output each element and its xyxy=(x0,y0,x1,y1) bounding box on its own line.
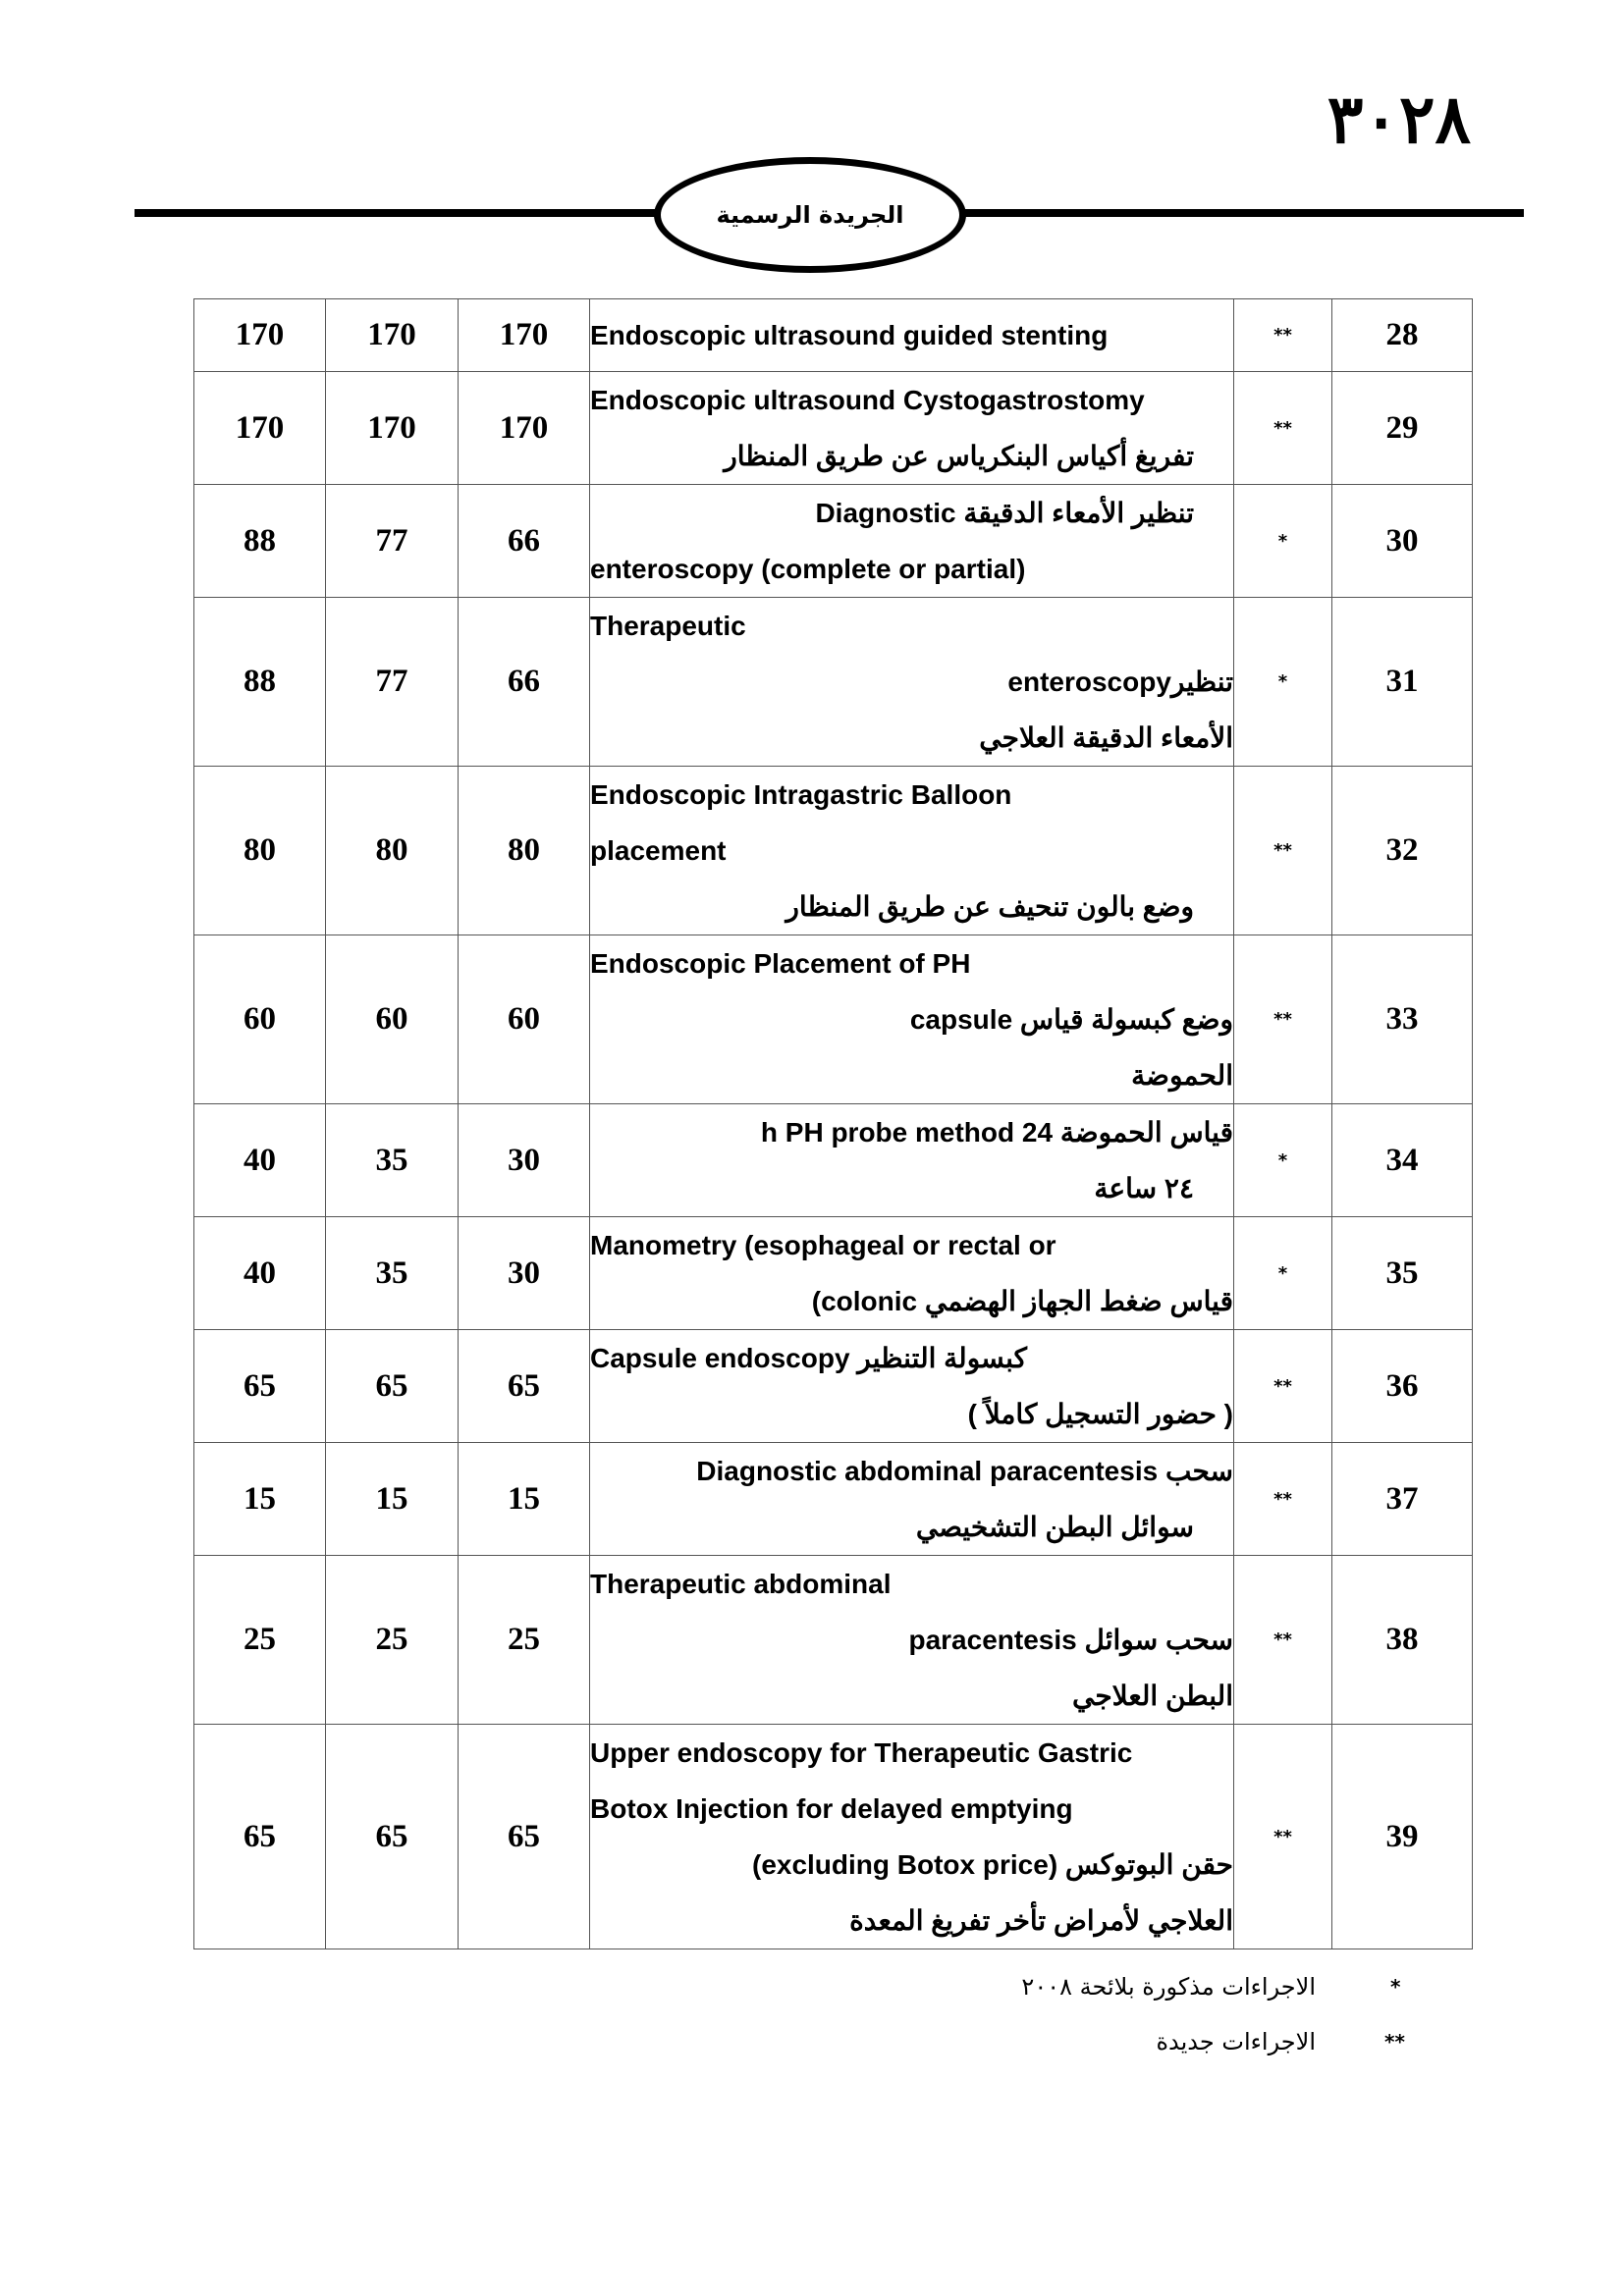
status-mark: ** xyxy=(1234,935,1332,1104)
fee-cell-2: 60 xyxy=(326,935,459,1104)
status-mark: ** xyxy=(1234,1556,1332,1725)
fee-cell-2: 80 xyxy=(326,767,459,935)
row-number: 38 xyxy=(1332,1556,1473,1725)
fee-cell-3: 30 xyxy=(459,1217,590,1330)
fee-cell-3: 170 xyxy=(459,372,590,485)
row-number: 33 xyxy=(1332,935,1473,1104)
table-row xyxy=(194,299,1473,372)
description-line: Endoscopic ultrasound guided stenting xyxy=(590,320,1109,350)
fee-cell-3: 60 xyxy=(459,935,590,1104)
row-number: 29 xyxy=(1332,372,1473,485)
status-mark: ** xyxy=(1234,1330,1332,1443)
description-line: تنظير الأمعاء الدقيقة Diagnostic xyxy=(815,498,1194,528)
status-mark: ** xyxy=(1234,767,1332,935)
procedure-description xyxy=(590,485,1234,598)
description-line: الأمعاء الدقيقة العلاجي xyxy=(979,722,1233,753)
fee-cell-1: 60 xyxy=(194,935,326,1104)
table-row xyxy=(194,1443,1473,1556)
description-line: Botox Injection for delayed emptying xyxy=(590,1793,1073,1824)
table-row xyxy=(194,1330,1473,1443)
procedure-description xyxy=(590,1556,1234,1725)
fee-cell-3: 65 xyxy=(459,1330,590,1443)
fee-cell-3: 66 xyxy=(459,598,590,767)
fee-cell-2: 77 xyxy=(326,485,459,598)
description-line: Manometry (esophageal or rectal or xyxy=(590,1230,1056,1260)
description-line: enteroscopy (complete or partial) xyxy=(590,554,1026,584)
fee-cell-1: 40 xyxy=(194,1104,326,1217)
description-line: البطن العلاجي xyxy=(1072,1681,1233,1711)
fee-cell-1: 170 xyxy=(194,299,326,372)
fee-cell-1: 88 xyxy=(194,598,326,767)
description-line: Capsule endoscopy كبسولة التنظير xyxy=(590,1343,1027,1373)
fee-cell-2: 77 xyxy=(326,598,459,767)
status-mark: * xyxy=(1234,485,1332,598)
status-mark: * xyxy=(1234,598,1332,767)
fee-cell-1: 40 xyxy=(194,1217,326,1330)
description-line: ( حضور التسجيل كاملاً ) xyxy=(967,1399,1233,1429)
fee-cell-1: 65 xyxy=(194,1330,326,1443)
description-line: Therapeutic xyxy=(590,611,746,641)
footnote-mark: * xyxy=(1390,1975,1401,1999)
procedure-description xyxy=(590,1330,1234,1443)
header-rule-right xyxy=(960,209,1524,217)
procedure-description xyxy=(590,1725,1234,1949)
status-mark: * xyxy=(1234,1104,1332,1217)
fee-cell-2: 35 xyxy=(326,1104,459,1217)
publication-title: الجريدة الرسمية xyxy=(716,201,904,229)
description-line: قياس ضغط الجهاز الهضمي colonic) xyxy=(811,1286,1233,1316)
row-number: 34 xyxy=(1332,1104,1473,1217)
publication-badge xyxy=(654,157,966,273)
fee-cell-3: 65 xyxy=(459,1725,590,1949)
description-line: سوائل البطن التشخيصي xyxy=(915,1512,1194,1542)
fee-cell-3: 30 xyxy=(459,1104,590,1217)
fee-table-body xyxy=(194,299,1473,1949)
description-line: العلاجي لأمراض تأخر تفريغ المعدة xyxy=(849,1905,1233,1936)
table-row xyxy=(194,767,1473,935)
row-number: 32 xyxy=(1332,767,1473,935)
description-line: Endoscopic Intragastric Balloon xyxy=(590,779,1012,810)
procedure-description xyxy=(590,372,1234,485)
fee-cell-2: 35 xyxy=(326,1217,459,1330)
description-line: سحب Diagnostic abdominal paracentesis xyxy=(696,1456,1233,1486)
table-row xyxy=(194,1217,1473,1330)
description-line: وضع بالون تنحيف عن طريق المنظار xyxy=(785,891,1194,922)
description-line: سحب سوائل paracentesis xyxy=(908,1625,1233,1655)
fee-cell-3: 25 xyxy=(459,1556,590,1725)
footnote-mark: ** xyxy=(1384,2030,1405,2054)
description-line: ٢٤ ساعة xyxy=(1094,1173,1194,1203)
fee-cell-1: 170 xyxy=(194,372,326,485)
row-number: 36 xyxy=(1332,1330,1473,1443)
row-number: 30 xyxy=(1332,485,1473,598)
description-line: وضع كبسولة قياس capsule xyxy=(909,1004,1233,1035)
description-line: قياس الحموضة 24 h PH probe method xyxy=(760,1117,1233,1148)
description-line: الحموضة xyxy=(1131,1060,1233,1091)
fee-cell-1: 88 xyxy=(194,485,326,598)
table-row xyxy=(194,1556,1473,1725)
fee-cell-2: 170 xyxy=(326,372,459,485)
procedure-fee-table xyxy=(193,298,1473,1949)
fee-cell-3: 15 xyxy=(459,1443,590,1556)
fee-cell-1: 65 xyxy=(194,1725,326,1949)
fee-cell-1: 80 xyxy=(194,767,326,935)
row-number: 35 xyxy=(1332,1217,1473,1330)
fee-cell-2: 15 xyxy=(326,1443,459,1556)
description-line: Therapeutic abdominal xyxy=(590,1569,892,1599)
fee-cell-3: 66 xyxy=(459,485,590,598)
table-row xyxy=(194,372,1473,485)
procedure-description xyxy=(590,598,1234,767)
procedure-description xyxy=(590,767,1234,935)
table-row xyxy=(194,598,1473,767)
table-row xyxy=(194,485,1473,598)
description-line: تنظيرenteroscopy xyxy=(1007,667,1233,697)
fee-cell-2: 65 xyxy=(326,1330,459,1443)
description-line: Endoscopic Placement of PH xyxy=(590,948,971,979)
description-line: حقن البوتوكس (excluding Botox price) xyxy=(751,1849,1233,1880)
status-mark: ** xyxy=(1234,1725,1332,1949)
fee-cell-2: 65 xyxy=(326,1725,459,1949)
header-rule-left xyxy=(135,209,660,217)
footnote-text: الاجراءات مذكورة بلائحة ٢٠٠٨ xyxy=(1021,1973,1316,2001)
table-row xyxy=(194,1725,1473,1949)
procedure-description xyxy=(590,1104,1234,1217)
row-number: 39 xyxy=(1332,1725,1473,1949)
procedure-description xyxy=(590,1443,1234,1556)
row-number: 37 xyxy=(1332,1443,1473,1556)
procedure-description xyxy=(590,935,1234,1104)
fee-cell-3: 170 xyxy=(459,299,590,372)
description-line: Endoscopic ultrasound Cystogastrostomy xyxy=(590,385,1145,415)
row-number: 31 xyxy=(1332,598,1473,767)
procedure-description xyxy=(590,1217,1234,1330)
row-number: 28 xyxy=(1332,299,1473,372)
page-number: ٣٠٢٨ xyxy=(1326,80,1471,159)
table-row xyxy=(194,1104,1473,1217)
status-mark: ** xyxy=(1234,299,1332,372)
fee-cell-2: 25 xyxy=(326,1556,459,1725)
description-line: placement xyxy=(590,835,727,866)
table-row xyxy=(194,935,1473,1104)
fee-cell-3: 80 xyxy=(459,767,590,935)
status-mark: ** xyxy=(1234,1443,1332,1556)
footnote-text: الاجراءات جديدة xyxy=(1156,2028,1316,2056)
fee-cell-2: 170 xyxy=(326,299,459,372)
status-mark: * xyxy=(1234,1217,1332,1330)
fee-cell-1: 15 xyxy=(194,1443,326,1556)
procedure-description xyxy=(590,299,1234,372)
description-line: تفريغ أكياس البنكرياس عن طريق المنظار xyxy=(724,441,1194,471)
status-mark: ** xyxy=(1234,372,1332,485)
fee-cell-1: 25 xyxy=(194,1556,326,1725)
description-line: Upper endoscopy for Therapeutic Gastric xyxy=(590,1737,1133,1768)
